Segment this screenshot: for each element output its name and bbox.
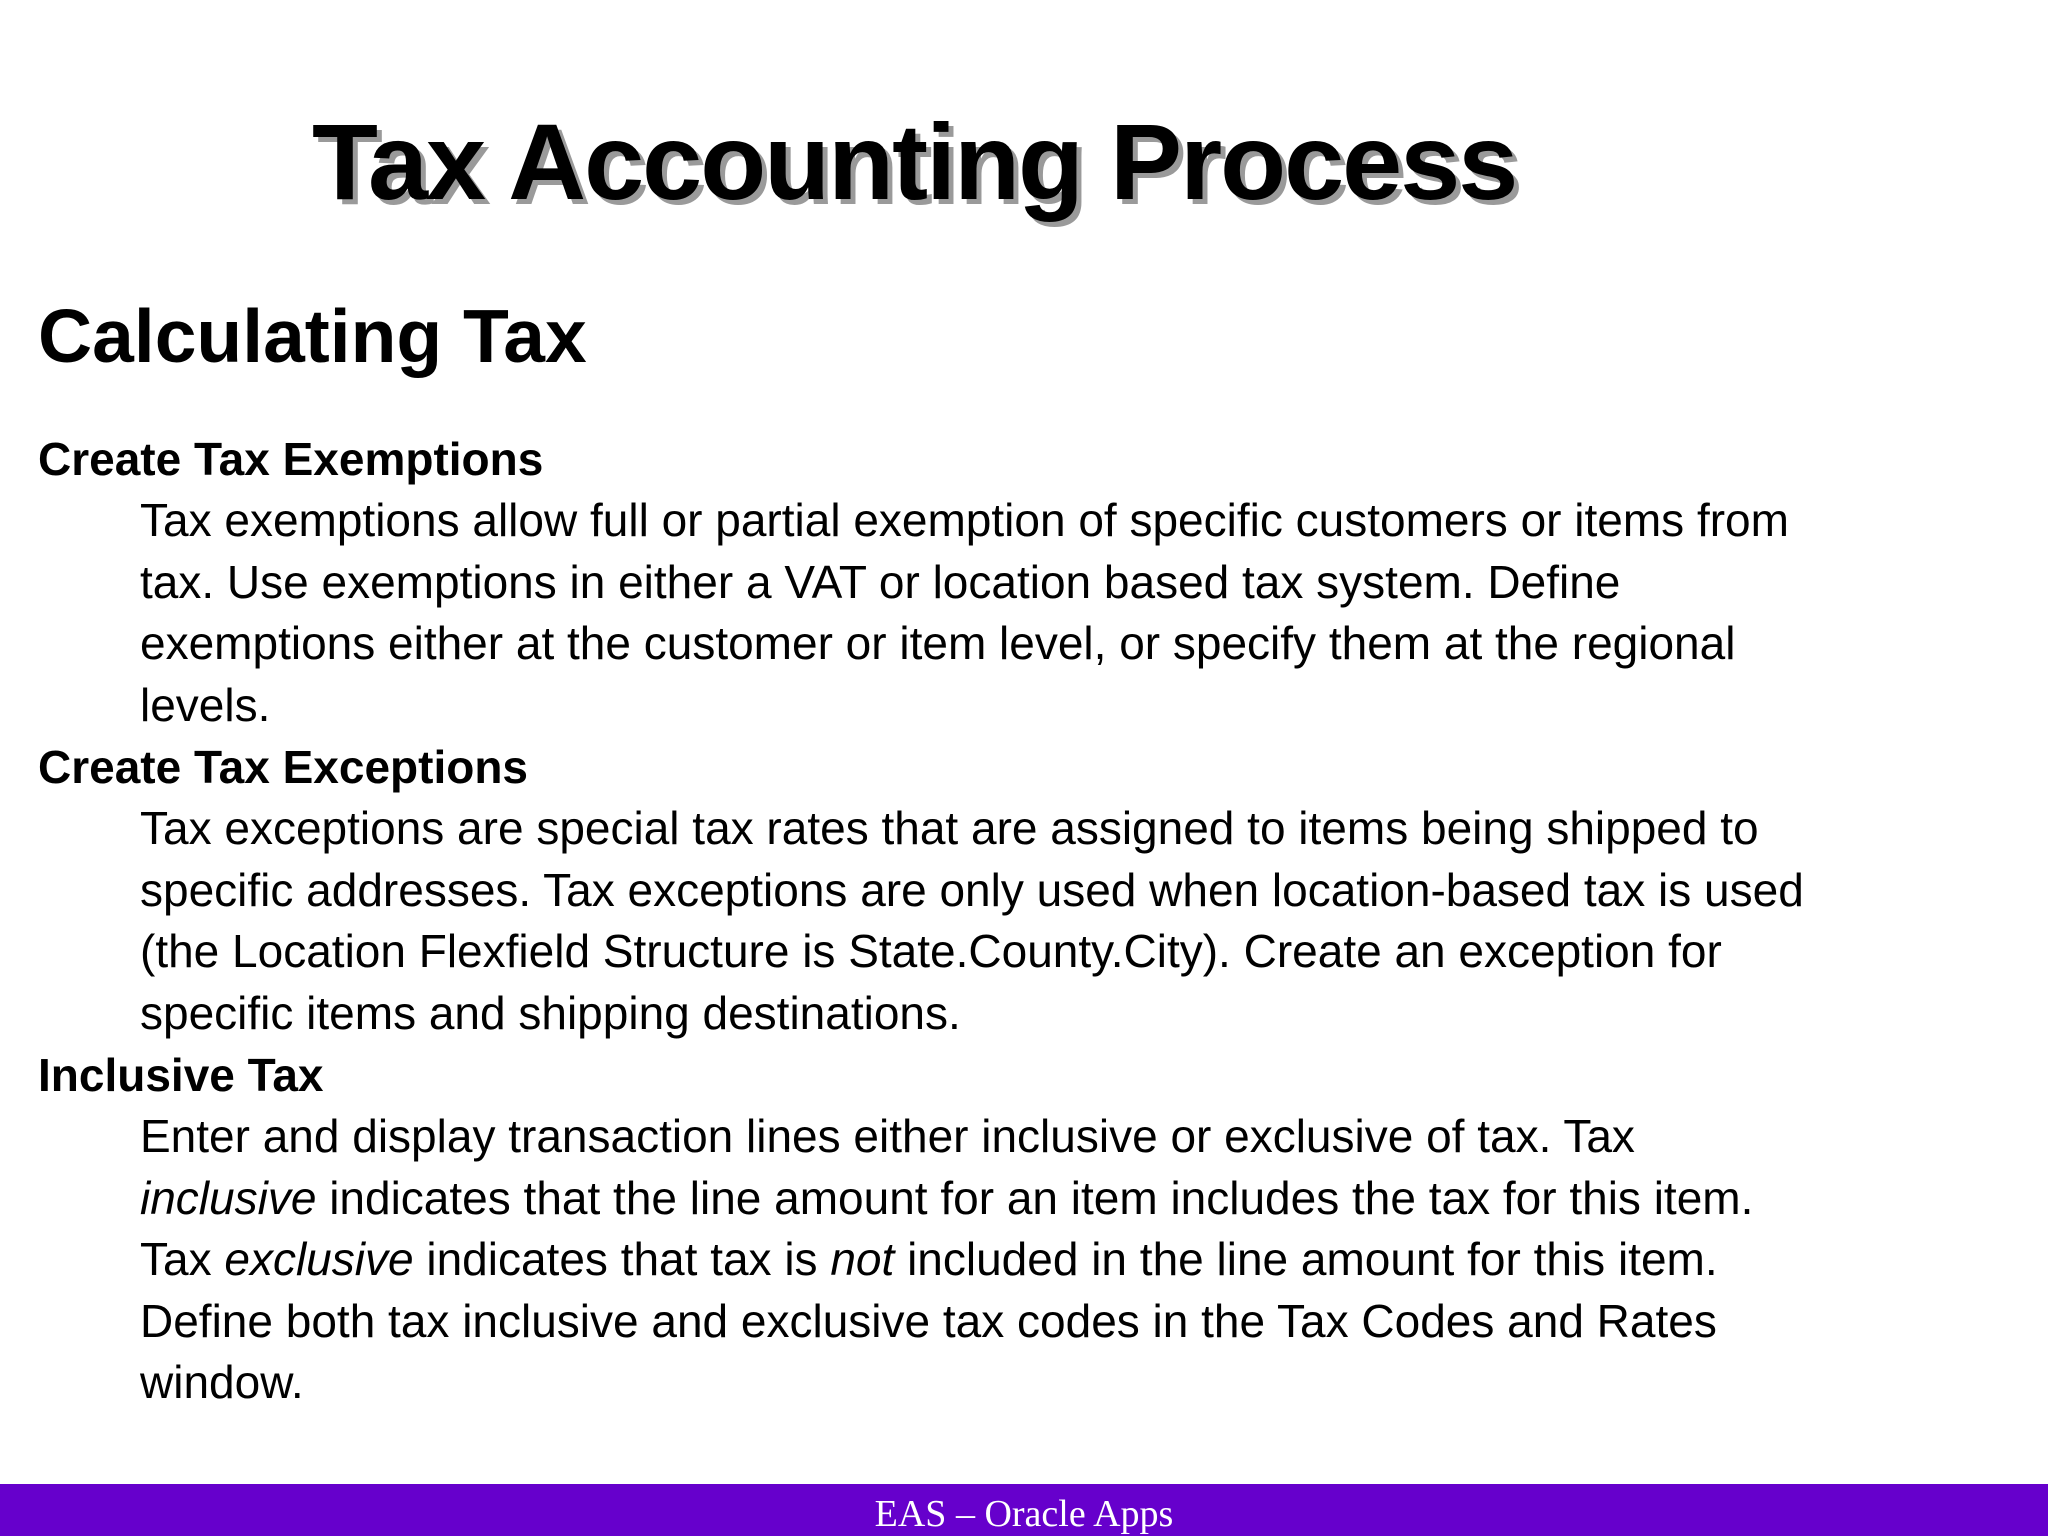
footer-bar [0,1484,2048,1536]
topic-title: Create Tax Exemptions [38,433,544,485]
topic-title: Create Tax Exceptions [38,741,529,793]
body-line: Define both tax inclusive and exclusive tax codes in the Tax Codes and Rates [140,1294,1717,1347]
topic-body [38,490,2018,736]
body-text: Tax [140,1233,225,1285]
body-text: included in the line amount for this item. [894,1233,1718,1285]
body-line: Tax exceptions are special tax rates that are assigned to items being shipped to [140,802,1759,854]
body-text: indicates that tax is [413,1233,831,1285]
italic-term: not [830,1233,895,1285]
slide-title: Tax Accounting Process [312,101,1517,222]
body-line: specific items and shipping destinations. [140,986,961,1039]
topic-title: Inclusive Tax [38,1049,324,1101]
topic-tax-exemptions [38,428,2018,736]
body-line: Tax exemptions allow full or partial exemption of specific customers or items from [140,494,1789,546]
topic-inclusive-tax [38,1044,2018,1414]
body-line: specific addresses. Tax exceptions are only used when location-based tax is used [140,863,1804,916]
body-line: tax. Use exemptions in either a VAT or location based tax system. Define [140,555,1621,608]
topic-body [38,1106,2018,1414]
italic-term: inclusive [140,1171,317,1224]
body-line [140,1229,2018,1291]
slide-content [38,428,2018,1414]
topic-body [38,798,2018,1044]
body-line: window. [140,1356,304,1408]
topic-tax-exceptions [38,736,2018,1044]
body-line: levels. [140,678,271,731]
body-line: exemptions either at the customer or item level, or specify them at the regional [140,617,1736,669]
body-text: indicates that the line amount for an item includes the tax for this item. [316,1171,1754,1224]
footer-text: EAS – Oracle Apps [874,1493,1174,1535]
body-line: (the Location Flexfield Structure is State.County.City). Create an exception for [140,925,1722,977]
italic-term: exclusive [224,1233,414,1285]
section-heading: Calculating Tax [38,294,587,378]
body-line [140,1168,2018,1230]
body-line: Enter and display transaction lines either inclusive or exclusive of tax. Tax [140,1110,1635,1162]
